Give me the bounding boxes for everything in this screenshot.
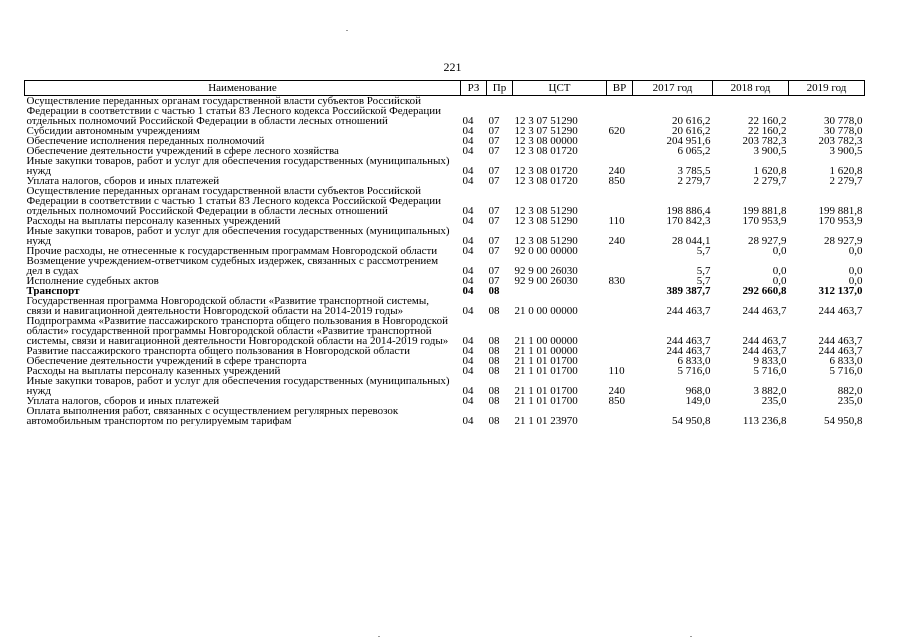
cell-cst: 21 1 01 01700 bbox=[514, 356, 578, 366]
cell-vr bbox=[607, 146, 633, 156]
cell-pr: 07 bbox=[488, 216, 500, 226]
cell-pr: 07 bbox=[488, 205, 500, 216]
cell-2018: 244 463,7 bbox=[742, 305, 787, 316]
cell-pr: 08 bbox=[488, 366, 500, 376]
cell-cst: 92 9 00 26030 bbox=[514, 276, 578, 286]
cell-vr bbox=[607, 296, 633, 316]
table-body bbox=[25, 96, 865, 427]
cell-vr: 240 bbox=[608, 165, 625, 176]
cell-2017: 198 886,4 bbox=[666, 205, 711, 216]
cell-2018: 0,0 bbox=[772, 265, 787, 276]
cell-vr bbox=[607, 406, 633, 426]
cell-2019: 30 778,0 bbox=[824, 126, 863, 136]
cell-2019: 2 279,7 bbox=[829, 176, 863, 186]
cell-vr: 830 bbox=[608, 276, 625, 286]
cell-2019: 199 881,8 bbox=[818, 205, 863, 216]
cell-pr: 08 bbox=[488, 346, 500, 356]
cell-pr: 07 bbox=[488, 126, 500, 136]
cell-rz: 04 bbox=[462, 385, 474, 396]
table-row bbox=[25, 226, 865, 246]
table-row bbox=[25, 316, 865, 346]
header-vr: ВР bbox=[607, 81, 633, 96]
table-row bbox=[25, 126, 865, 136]
table-row bbox=[25, 176, 865, 186]
cell-vr bbox=[607, 246, 633, 256]
cell-name: Обеспечение деятельности учреждений в сфере транспорта bbox=[26, 356, 307, 366]
cell-2018: 9 833,0 bbox=[753, 356, 787, 366]
cell-name: Развитие пассажирского транспорта общего пользования в Новгородской области bbox=[26, 346, 411, 356]
cell-pr: 07 bbox=[488, 235, 500, 246]
cell-2018: 2 279,7 bbox=[753, 176, 787, 186]
cell-rz: 04 bbox=[462, 265, 474, 276]
cell-2019: 244 463,7 bbox=[818, 305, 863, 316]
cell-pr: 08 bbox=[488, 385, 500, 396]
cell-name: Уплата налогов, сборов и иных платежей bbox=[26, 396, 220, 406]
cell-name: Транспорт bbox=[26, 286, 80, 296]
cell-pr: 08 bbox=[488, 335, 500, 346]
cell-2018: 292 660,8 bbox=[742, 286, 787, 296]
cell-2017: 6 833,0 bbox=[677, 356, 711, 366]
cell-2017: 244 463,7 bbox=[666, 335, 711, 346]
header-2018: 2018 год bbox=[713, 81, 789, 96]
table-row bbox=[25, 396, 865, 406]
cell-cst bbox=[513, 286, 607, 296]
cell-rz: 04 bbox=[462, 366, 474, 376]
cell-2018: 0,0 bbox=[772, 246, 787, 256]
cell-vr bbox=[607, 136, 633, 146]
page-number: 221 bbox=[443, 60, 462, 74]
table-row bbox=[25, 286, 865, 296]
cell-cst: 21 1 01 00000 bbox=[514, 346, 578, 356]
cell-vr: 110 bbox=[608, 366, 625, 376]
cell-2019: 28 927,9 bbox=[824, 235, 863, 246]
cell-rz: 04 bbox=[462, 415, 474, 426]
table-row bbox=[25, 366, 865, 376]
cell-2017: 20 616,2 bbox=[672, 115, 711, 126]
cell-vr: 850 bbox=[608, 396, 625, 406]
cell-pr: 08 bbox=[488, 356, 500, 366]
cell-vr: 850 bbox=[608, 176, 625, 186]
cell-2018: 113 236,8 bbox=[742, 415, 787, 426]
cell-pr: 08 bbox=[488, 396, 500, 406]
cell-cst: 21 0 00 00000 bbox=[514, 305, 578, 316]
cell-pr: 07 bbox=[488, 115, 500, 126]
cell-pr: 07 bbox=[488, 146, 500, 156]
cell-cst: 21 1 01 01700 bbox=[514, 396, 578, 406]
cell-2017: 2 279,7 bbox=[677, 176, 711, 186]
budget-table bbox=[24, 80, 865, 426]
cell-2018: 5 716,0 bbox=[753, 366, 787, 376]
cell-cst: 21 1 01 23970 bbox=[514, 415, 578, 426]
cell-2017: 5 716,0 bbox=[677, 366, 711, 376]
cell-2019: 882,0 bbox=[837, 385, 863, 396]
table-row bbox=[25, 186, 865, 216]
table-header-row bbox=[25, 81, 865, 96]
header-2019: 2019 год bbox=[789, 81, 865, 96]
cell-rz: 04 bbox=[462, 205, 474, 216]
cell-rz: 04 bbox=[462, 235, 474, 246]
cell-2017: 5,7 bbox=[696, 246, 711, 256]
cell-name: Субсидии автономным учреждениям bbox=[26, 126, 200, 136]
cell-2017: 5,7 bbox=[696, 276, 711, 286]
cell-name: Обеспечение деятельности учреждений в сфере лесного хозяйства bbox=[26, 146, 339, 156]
cell-pr: 07 bbox=[488, 246, 500, 256]
cell-2018: 244 463,7 bbox=[742, 346, 787, 356]
cell-name: Возмещение учреждением-ответчиком судебных издержек, связанных с рассмотрением дел в судах bbox=[26, 256, 439, 276]
cell-pr: 07 bbox=[488, 176, 500, 186]
cell-vr: 110 bbox=[608, 216, 625, 226]
cell-vr bbox=[607, 286, 633, 296]
cell-2019: 0,0 bbox=[848, 246, 863, 256]
table-row bbox=[25, 136, 865, 146]
cell-vr bbox=[607, 346, 633, 356]
cell-name: Расходы на выплаты персоналу казенных учреждений bbox=[26, 216, 281, 226]
cell-2017: 149,0 bbox=[685, 396, 711, 406]
cell-2019: 3 900,5 bbox=[829, 146, 863, 156]
cell-name: Оплата выполнения работ, связанных с осуществлением регулярных перевозок автомобильным транспортом по регулируемым тарифам bbox=[26, 406, 399, 426]
cell-2017: 20 616,2 bbox=[672, 126, 711, 136]
cell-2017: 244 463,7 bbox=[666, 305, 711, 316]
cell-name: Расходы на выплаты персоналу казенных учреждений bbox=[26, 366, 281, 376]
cell-pr: 08 bbox=[488, 305, 500, 316]
cell-cst: 12 3 07 51290 bbox=[514, 115, 578, 126]
table-row bbox=[25, 406, 865, 426]
cell-cst: 12 3 08 51290 bbox=[514, 216, 578, 226]
cell-2018: 1 620,8 bbox=[753, 165, 787, 176]
cell-rz: 04 bbox=[462, 176, 474, 186]
table-row bbox=[25, 346, 865, 356]
scan-speck bbox=[346, 30, 348, 31]
cell-2019: 235,0 bbox=[837, 396, 863, 406]
cell-2019: 6 833,0 bbox=[829, 356, 863, 366]
cell-name: Осуществление переданных органам государственной власти субъектов Российской Федерации в соответствии с частью 1 статьи 83 Лесного кодекса Российской Федерации отдельных полномочий Российской Федерации в области лесных отношений bbox=[26, 186, 442, 216]
cell-cst: 21 1 00 00000 bbox=[514, 335, 578, 346]
cell-2018: 28 927,9 bbox=[748, 235, 787, 246]
table-row bbox=[25, 276, 865, 286]
cell-cst: 21 1 01 01700 bbox=[514, 385, 578, 396]
cell-cst: 12 3 08 51290 bbox=[514, 205, 578, 216]
cell-cst: 12 3 07 51290 bbox=[514, 126, 578, 136]
cell-rz: 04 bbox=[462, 115, 474, 126]
cell-2018: 199 881,8 bbox=[742, 205, 787, 216]
cell-rz: 04 bbox=[462, 126, 474, 136]
cell-rz: 04 bbox=[462, 286, 474, 296]
cell-2019: 312 137,0 bbox=[818, 286, 863, 296]
table-row bbox=[25, 296, 865, 316]
cell-rz: 04 bbox=[462, 146, 474, 156]
cell-pr: 07 bbox=[488, 136, 500, 146]
cell-name: Осуществление переданных органам государственной власти субъектов Российской Федерации в соответствии с частью 1 статьи 83 Лесного кодекса Российской Федерации отдельных полномочий Российской Федерации в области лесных отношений bbox=[26, 95, 442, 126]
cell-vr bbox=[607, 356, 633, 366]
cell-name: Обеспечение исполнения переданных полномочий bbox=[26, 136, 265, 146]
cell-name: Иные закупки товаров, работ и услуг для обеспечения государственных (муниципальных) нужд bbox=[26, 226, 450, 246]
cell-vr bbox=[607, 96, 633, 127]
cell-cst: 12 3 08 51290 bbox=[514, 235, 578, 246]
cell-name: Иные закупки товаров, работ и услуг для обеспечения государственных (муниципальных) нужд bbox=[26, 156, 450, 176]
cell-2019: 203 782,3 bbox=[818, 136, 863, 146]
scan-speck bbox=[690, 636, 692, 637]
cell-2019: 5 716,0 bbox=[829, 366, 863, 376]
cell-2018: 3 900,5 bbox=[753, 146, 787, 156]
cell-2017: 968,0 bbox=[685, 385, 711, 396]
cell-pr: 07 bbox=[488, 265, 500, 276]
cell-name: Подпрограмма «Развитие пассажирского транспорта общего пользования в Новгородской области» государственной программы Новгородской области «Развитие транспортной системы, связи и навигационной деятельности Новгородской области на 2014-2019 годы» bbox=[26, 316, 449, 346]
table-row bbox=[25, 256, 865, 276]
cell-rz: 04 bbox=[462, 246, 474, 256]
cell-vr: 240 bbox=[608, 235, 625, 246]
cell-2017: 244 463,7 bbox=[666, 346, 711, 356]
cell-2018: 0,0 bbox=[772, 276, 787, 286]
cell-2019: 170 953,9 bbox=[818, 216, 863, 226]
table-row bbox=[25, 156, 865, 176]
cell-name: Прочие расходы, не отнесенные к государственным программам Новгородской области bbox=[26, 246, 438, 256]
header-cst: ЦСТ bbox=[513, 81, 607, 96]
cell-2017: 6 065,2 bbox=[677, 146, 711, 156]
cell-vr: 240 bbox=[608, 385, 625, 396]
table-row bbox=[25, 216, 865, 226]
cell-vr bbox=[607, 316, 633, 346]
cell-2019: 54 950,8 bbox=[824, 415, 863, 426]
cell-2019: 244 463,7 bbox=[818, 346, 863, 356]
cell-2018: 203 782,3 bbox=[742, 136, 787, 146]
table-row bbox=[25, 376, 865, 396]
cell-2018: 244 463,7 bbox=[742, 335, 787, 346]
cell-pr: 08 bbox=[488, 286, 500, 296]
cell-2019: 0,0 bbox=[848, 265, 863, 276]
header-name: Наименование bbox=[25, 81, 461, 96]
cell-2018: 3 882,0 bbox=[753, 385, 787, 396]
header-pr: Пр bbox=[487, 81, 513, 96]
cell-name: Исполнение судебных актов bbox=[26, 276, 159, 286]
cell-2017: 204 951,6 bbox=[666, 136, 711, 146]
cell-2017: 54 950,8 bbox=[672, 415, 711, 426]
cell-rz: 04 bbox=[462, 396, 474, 406]
cell-2019: 30 778,0 bbox=[824, 115, 863, 126]
cell-2019: 1 620,8 bbox=[829, 165, 863, 176]
cell-2018: 235,0 bbox=[761, 396, 787, 406]
cell-cst: 12 3 08 00000 bbox=[514, 136, 578, 146]
cell-rz: 04 bbox=[462, 356, 474, 366]
table-row bbox=[25, 146, 865, 156]
scan-speck bbox=[378, 636, 380, 637]
cell-rz: 04 bbox=[462, 276, 474, 286]
cell-cst: 12 3 08 01720 bbox=[514, 176, 578, 186]
cell-cst: 12 3 08 01720 bbox=[514, 165, 578, 176]
cell-rz: 04 bbox=[462, 305, 474, 316]
cell-rz: 04 bbox=[462, 346, 474, 356]
cell-2017: 389 387,7 bbox=[666, 286, 711, 296]
cell-vr bbox=[607, 256, 633, 276]
cell-2019: 244 463,7 bbox=[818, 335, 863, 346]
cell-rz: 04 bbox=[462, 216, 474, 226]
cell-rz: 04 bbox=[462, 165, 474, 176]
cell-rz: 04 bbox=[462, 136, 474, 146]
header-rz: РЗ bbox=[461, 81, 487, 96]
cell-2017: 3 785,5 bbox=[677, 165, 711, 176]
cell-name: Иные закупки товаров, работ и услуг для обеспечения государственных (муниципальных) нужд bbox=[26, 376, 450, 396]
header-2017: 2017 год bbox=[633, 81, 713, 96]
table-row bbox=[25, 96, 865, 127]
table-row bbox=[25, 246, 865, 256]
cell-2019: 0,0 bbox=[848, 276, 863, 286]
cell-2017: 170 842,3 bbox=[666, 216, 711, 226]
cell-cst: 92 0 00 00000 bbox=[514, 246, 578, 256]
cell-2018: 22 160,2 bbox=[748, 126, 787, 136]
cell-cst: 12 3 08 01720 bbox=[514, 146, 578, 156]
cell-2018: 22 160,2 bbox=[748, 115, 787, 126]
cell-cst: 92 9 00 26030 bbox=[514, 265, 578, 276]
cell-name: Государственная программа Новгородской области «Развитие транспортной системы, связи и навигационной деятельности Новгородской области на 2014-2019 годы» bbox=[26, 296, 429, 316]
cell-pr: 07 bbox=[488, 276, 500, 286]
table-row bbox=[25, 356, 865, 366]
cell-cst: 21 1 01 01700 bbox=[514, 366, 578, 376]
cell-vr bbox=[607, 186, 633, 216]
cell-rz: 04 bbox=[462, 335, 474, 346]
cell-pr: 07 bbox=[488, 165, 500, 176]
cell-name: Уплата налогов, сборов и иных платежей bbox=[26, 176, 220, 186]
cell-2017: 28 044,1 bbox=[672, 235, 711, 246]
cell-2017: 5,7 bbox=[696, 265, 711, 276]
cell-vr: 620 bbox=[608, 126, 625, 136]
cell-2018: 170 953,9 bbox=[742, 216, 787, 226]
cell-pr: 08 bbox=[488, 415, 500, 426]
